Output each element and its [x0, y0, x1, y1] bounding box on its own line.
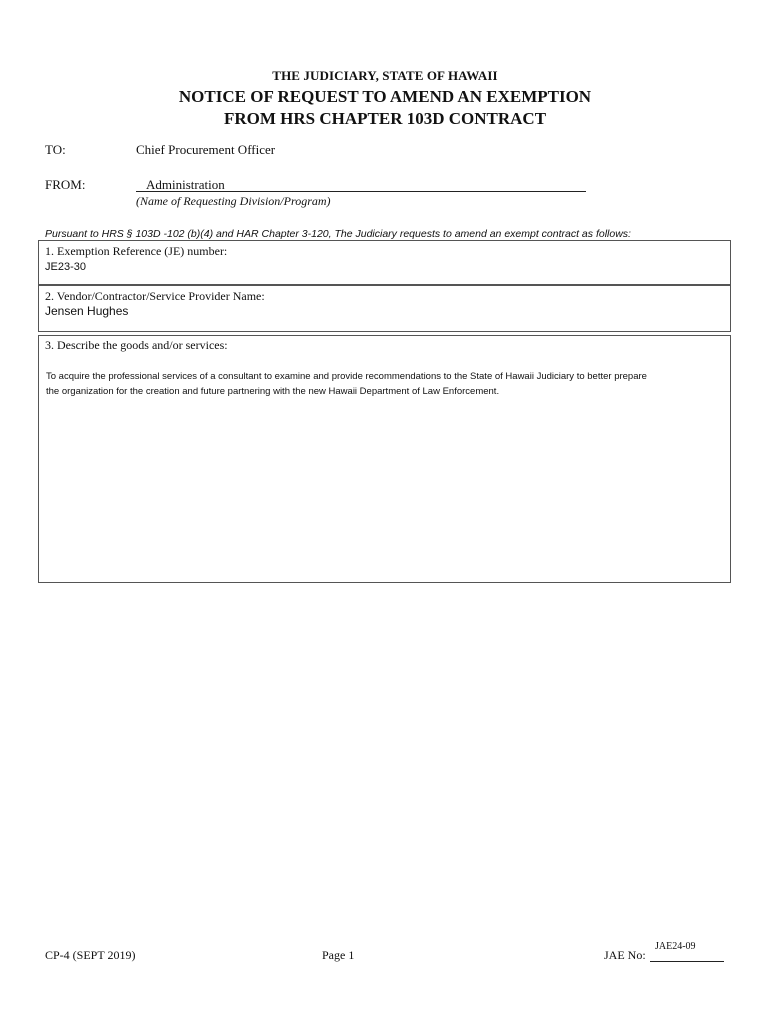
from-label: FROM:: [45, 177, 86, 192]
vendor-label: 2. Vendor/Contractor/Service Provider Name:: [45, 289, 265, 303]
description-line-2: the organization for the creation and future partnering with the new Hawaii Department of Law Enforcement.: [46, 386, 500, 397]
form-title-line2: FROM HRS CHAPTER 103D CONTRACT: [223, 109, 547, 128]
jae-value: JAE24-09: [655, 941, 696, 952]
jae-label: JAE No:: [604, 948, 646, 962]
description-text: [46, 369, 716, 399]
description-label: 3. Describe the goods and/or services:: [45, 338, 228, 352]
from-field[interactable]: [136, 177, 586, 192]
from-hint: (Name of Requesting Division/Program): [136, 194, 331, 208]
court-name: THE JUDICIARY, STATE OF HAWAII: [272, 68, 498, 83]
vendor-box[interactable]: [38, 285, 731, 332]
exemption-ref-label: 1. Exemption Reference (JE) number:: [45, 244, 228, 258]
vendor-value: Jensen Hughes: [45, 304, 129, 318]
description-box[interactable]: [38, 335, 731, 583]
from-value: Administration: [146, 177, 225, 192]
pursuant-statement: Pursuant to HRS § 103D -102 (b)(4) and HAR Chapter 3-120, The Judiciary requests to amend an exempt contract as follows:: [45, 228, 631, 240]
jae-field[interactable]: [650, 941, 724, 962]
form-id: CP-4 (SEPT 2019): [45, 948, 136, 962]
to-value: Chief Procurement Officer: [136, 142, 276, 157]
form-title-line1: NOTICE OF REQUEST TO AMEND AN EXEMPTION: [178, 87, 592, 106]
exemption-ref-box[interactable]: [38, 240, 731, 285]
page-number: Page 1: [322, 948, 355, 962]
to-label: TO:: [45, 142, 66, 157]
exemption-ref-value: JE23-30: [45, 261, 86, 273]
description-line-1: To acquire the professional services of a consultant to examine and provide recommendations to the State of Hawaii Judiciary to better prepare: [46, 371, 647, 382]
